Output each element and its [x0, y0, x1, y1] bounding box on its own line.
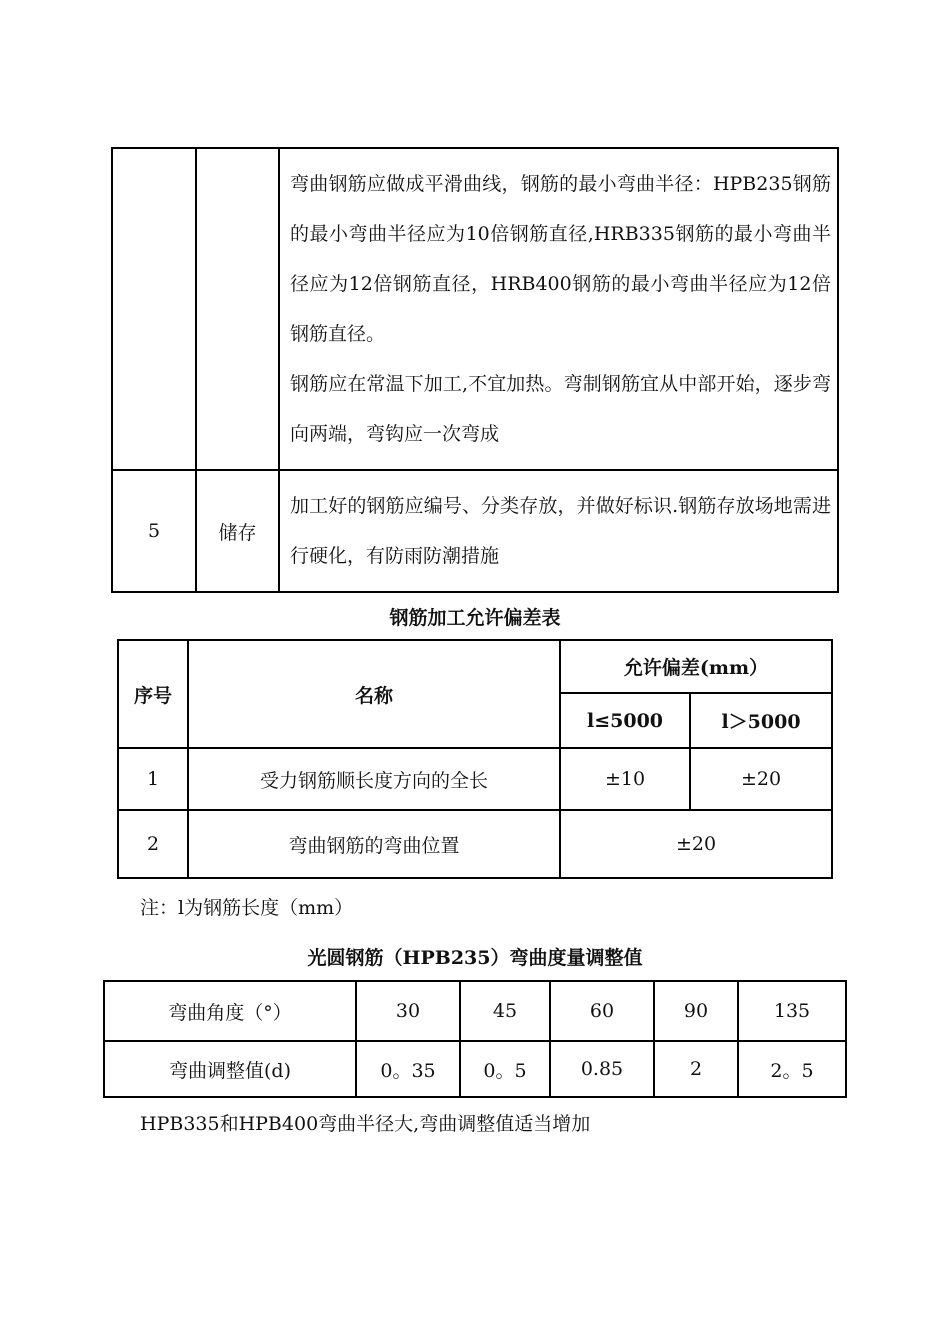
header-index: 序号: [118, 640, 188, 748]
bend-table-title: 光圆钢筋（HPB235）弯曲度量调整值: [307, 947, 643, 969]
angle-cell: 90: [654, 981, 738, 1041]
description-paragraph: 弯曲钢筋应做成平滑曲线，钢筋的最小弯曲半径：HPB235钢筋的最小弯曲半径应为10倍钢筋直径,HRB335钢筋的最小弯曲半径应为12倍钢筋直径，HRB400钢筋的最小弯曲半径应为12倍钢筋直径。: [290, 173, 831, 345]
value-cell: 0.85: [550, 1041, 654, 1097]
table-row: [118, 748, 832, 810]
row-name-cell: 受力钢筋顺长度方向的全长: [188, 748, 560, 810]
row-index-cell: [112, 148, 196, 470]
description-paragraph: 钢筋应在常温下加工,不宜加热。弯制钢筋宜从中部开始，逐步弯向两端，弯钩应一次弯成: [290, 373, 831, 445]
table-row: [104, 1041, 846, 1097]
angle-cell: 30: [356, 981, 460, 1041]
row-step-cell: [196, 148, 279, 470]
description-paragraph: 加工好的钢筋应编号、分类存放，并做好标识.钢筋存放场地需进行硬化，有防雨防潮措施: [290, 495, 831, 567]
row-label-cell: 弯曲角度（°）: [104, 981, 356, 1041]
row-description-cell: [279, 148, 838, 470]
angle-cell: 60: [550, 981, 654, 1041]
row-description-cell: [279, 470, 838, 592]
row-index-cell: 1: [118, 748, 188, 810]
row-index-cell: 2: [118, 810, 188, 878]
table-row: [112, 470, 838, 592]
header-tolerance: 允许偏差(mm）: [560, 640, 832, 693]
tolerance-table: [117, 639, 833, 879]
tolerance-note: 注：l为钢筋长度（mm）: [140, 897, 354, 919]
header-long: l＞5000: [690, 693, 832, 748]
header-short: l≤5000: [560, 693, 690, 748]
row-merged-cell: ±20: [560, 810, 832, 878]
table-row: [118, 810, 832, 878]
tolerance-table-title: 钢筋加工允许偏差表: [389, 607, 561, 629]
row-short-cell: ±10: [560, 748, 690, 810]
angle-cell: 135: [738, 981, 846, 1041]
row-long-cell: ±20: [690, 748, 832, 810]
row-step-cell: 储存: [196, 470, 279, 592]
value-cell: 2: [654, 1041, 738, 1097]
header-name: 名称: [188, 640, 560, 748]
table-header-row: [118, 640, 832, 693]
row-label-cell: 弯曲调整值(d): [104, 1041, 356, 1097]
table-row: [112, 148, 838, 470]
process-table: [111, 147, 839, 593]
row-name-cell: 弯曲钢筋的弯曲位置: [188, 810, 560, 878]
angle-cell: 45: [460, 981, 550, 1041]
row-index-cell: 5: [112, 470, 196, 592]
bend-footnote: HPB335和HPB400弯曲半径大,弯曲调整值适当增加: [140, 1113, 591, 1135]
table-row: [104, 981, 846, 1041]
value-cell: 2。5: [738, 1041, 846, 1097]
bend-table: [103, 980, 847, 1098]
value-cell: 0。35: [356, 1041, 460, 1097]
value-cell: 0。5: [460, 1041, 550, 1097]
